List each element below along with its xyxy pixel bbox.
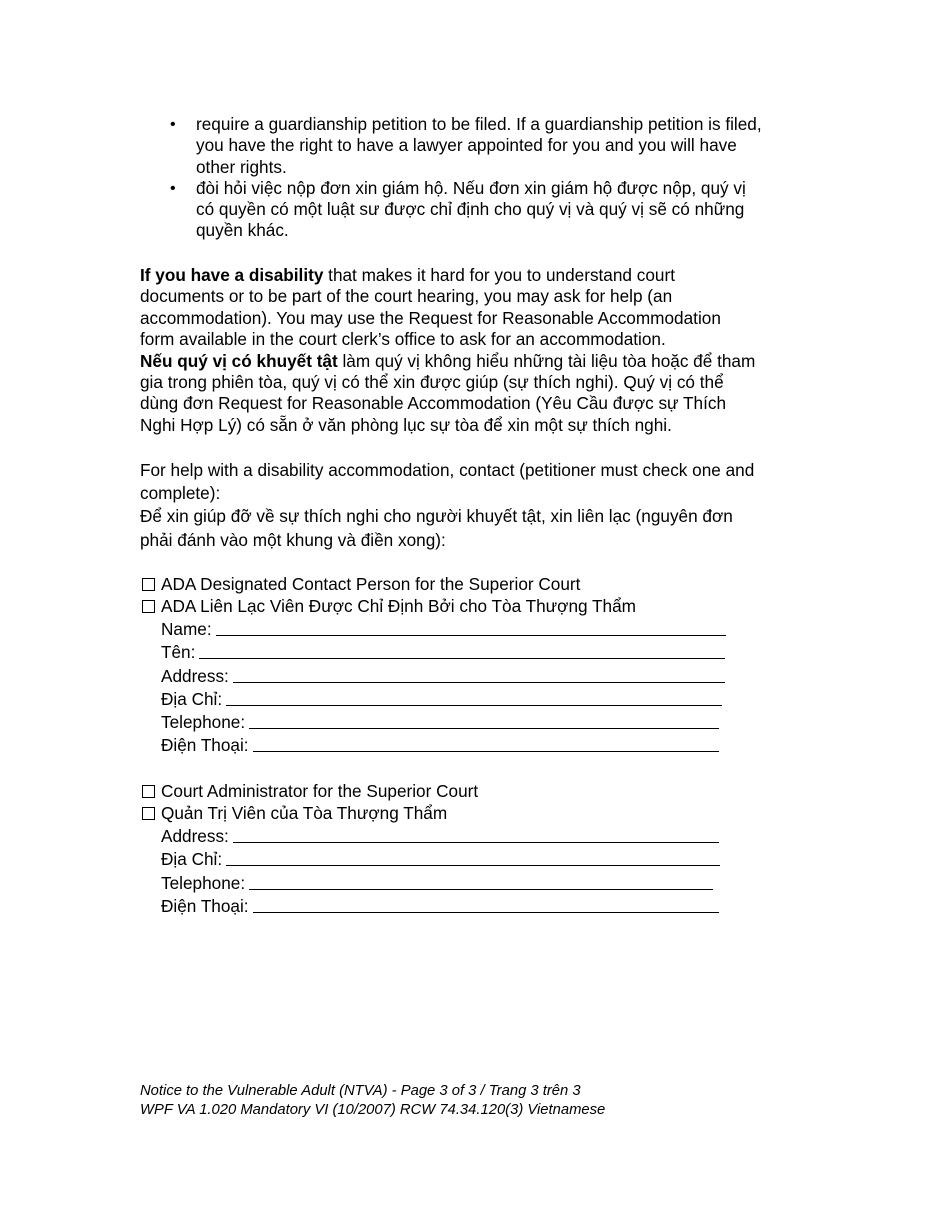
page-footer <box>140 1082 605 1119</box>
help-line: Để xin giúp đỡ về sự thích nghi cho người khuyết tật, xin liên lạc (nguyên đơn <box>140 506 733 527</box>
field-label: Địa Chỉ: <box>161 688 223 709</box>
bullet-line: có quyền có một luật sư được chỉ định cho quý vị và quý vị sẽ có những <box>196 199 745 220</box>
bullet-icon: • <box>170 179 176 197</box>
bullet-line: you have the right to have a lawyer appointed for you and you will have <box>196 135 737 156</box>
ada-contact-section <box>140 574 760 756</box>
admin-dien-thoai-field <box>140 894 760 917</box>
help-paragraph <box>140 459 820 552</box>
admin-dien-thoai-input[interactable] <box>253 912 719 913</box>
ada-ten-field <box>140 640 760 663</box>
field-label: Address: <box>161 826 229 847</box>
footer-form-id: WPF VA 1.020 Mandatory VI (10/2007) RCW 74.34.120(3) Vietnamese <box>140 1101 606 1118</box>
ada-telephone-input[interactable] <box>249 728 719 729</box>
field-label: Điện Thoại: <box>161 895 249 916</box>
disability-vi-line: Nếu quý vị có khuyết tật làm quý vị không hiểu những tài liệu tòa hoặc để tham <box>140 350 756 371</box>
disability-en-heading: If you have a disability <box>140 265 324 285</box>
ada-checkbox-vi[interactable] <box>142 600 155 613</box>
disability-vi-heading: Nếu quý vị có khuyết tật <box>140 350 338 371</box>
bullet-line: đòi hỏi việc nộp đơn xin giám hộ. Nếu đơn xin giám hộ được nộp, quý vị <box>196 177 746 198</box>
disability-en-line: accommodation). You may use the Request for Reasonable Accommodation <box>140 307 721 328</box>
disability-vi-line: dùng đơn Request for Reasonable Accommodation (Yêu Cầu được sự Thích <box>140 393 727 414</box>
admin-dia-chi-field <box>140 847 760 870</box>
bullet-item-vietnamese <box>140 178 820 242</box>
field-label: Tên: <box>161 642 196 663</box>
ada-dia-chi-field <box>140 687 760 710</box>
ada-option-label-vi: ADA Liên Lạc Viên Được Chỉ Định Bởi cho Tòa Thượng Thẩm <box>161 595 636 616</box>
ada-name-input[interactable] <box>216 635 726 636</box>
ada-dia-chi-input[interactable] <box>226 705 722 706</box>
field-label: Địa Chỉ: <box>161 849 223 870</box>
ada-telephone-field <box>140 710 760 733</box>
disability-vi-line: Nghi Hợp Lý) có sẵn ở văn phòng lục sự tòa để xin một sự thích nghi. <box>140 414 672 435</box>
admin-address-field <box>140 824 760 847</box>
field-label: Telephone: <box>161 711 246 732</box>
field-label: Điện Thoại: <box>161 735 249 756</box>
ada-ten-input[interactable] <box>199 658 725 659</box>
admin-checkbox-vi[interactable] <box>142 807 155 820</box>
bullet-item-english <box>140 114 820 178</box>
bullet-line: other rights. <box>196 156 287 177</box>
admin-option-label-en: Court Administrator for the Superior Court <box>161 781 479 802</box>
ada-option-vi[interactable] <box>140 596 760 618</box>
admin-telephone-field <box>140 870 760 893</box>
ada-address-input[interactable] <box>233 682 725 683</box>
footer-title: Notice to the Vulnerable Adult (NTVA) - Page 3 of 3 / Trang 3 trên 3 <box>140 1083 581 1099</box>
admin-dia-chi-input[interactable] <box>226 865 720 866</box>
bullet-line: require a guardianship petition to be filed. If a guardianship petition is filed, <box>196 114 762 134</box>
bullet-icon: • <box>170 116 176 133</box>
disability-paragraph <box>140 265 820 436</box>
admin-contact-section <box>140 781 760 917</box>
admin-checkbox[interactable] <box>142 785 155 798</box>
disability-en-line: documents or to be part of the court hearing, you may ask for help (an <box>140 286 673 307</box>
admin-option[interactable] <box>140 781 760 803</box>
ada-checkbox[interactable] <box>142 578 155 591</box>
help-line: complete): <box>140 483 221 504</box>
ada-dien-thoai-input[interactable] <box>253 751 719 752</box>
disability-en-line: form available in the court clerk’s office to ask for an accommodation. <box>140 329 666 350</box>
admin-telephone-input[interactable] <box>249 889 713 890</box>
field-label: Telephone: <box>161 872 246 893</box>
admin-address-input[interactable] <box>233 842 719 843</box>
help-line: phải đánh vào một khung và điền xong): <box>140 529 446 550</box>
ada-option-label-en: ADA Designated Contact Person for the Superior Court <box>161 574 581 595</box>
admin-option-label-vi: Quản Trị Viên của Tòa Thượng Thẩm <box>161 802 448 823</box>
ada-address-field <box>140 663 760 686</box>
bullet-line: quyền khác. <box>196 220 289 241</box>
admin-option-vi[interactable] <box>140 803 760 825</box>
disability-en-line: If you have a disability that makes it hard for you to understand court <box>140 265 675 285</box>
help-line: For help with a disability accommodation, contact (petitioner must check one and <box>140 460 755 480</box>
field-label: Address: <box>161 665 229 686</box>
rights-bullet-list <box>140 114 820 242</box>
ada-name-field <box>140 617 760 640</box>
field-label: Name: <box>161 619 212 640</box>
disability-vi-line: gia trong phiên tòa, quý vị có thể xin được giúp (sự thích nghi). Quý vị có thể <box>140 372 724 393</box>
ada-dien-thoai-field <box>140 733 760 756</box>
ada-option[interactable] <box>140 574 760 596</box>
